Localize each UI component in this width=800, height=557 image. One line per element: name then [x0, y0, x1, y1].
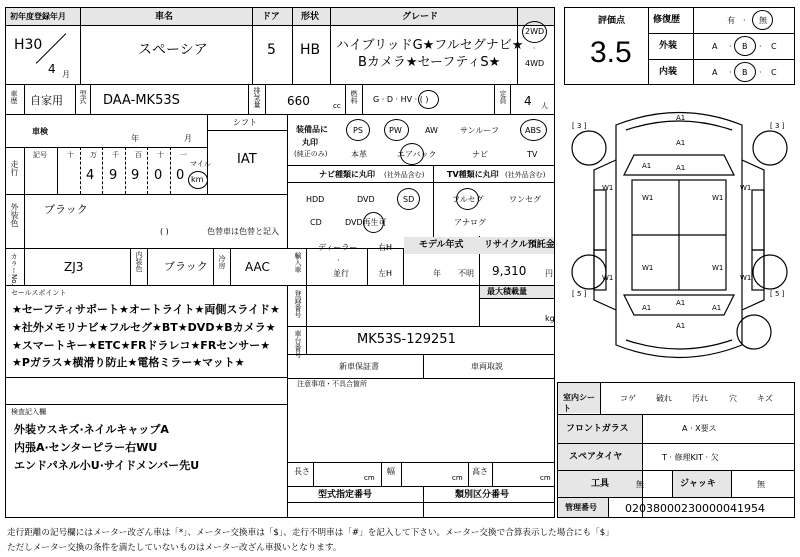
seat-item-1: 破れ: [656, 394, 672, 403]
int-grade-a: A: [712, 68, 718, 77]
tv-title: TV種類に丸印: [447, 170, 499, 179]
airbag-circle: [400, 143, 424, 165]
spare-value: T · 修理KIT · 欠: [662, 453, 719, 462]
int-grade-b: B: [742, 68, 748, 77]
diagram-label-7: W1: [740, 184, 752, 192]
ext-grade-b: B: [742, 42, 748, 51]
repair-label: 修復歴: [653, 15, 681, 25]
nav-cd: CD: [310, 218, 322, 227]
height-label: 高さ: [472, 467, 488, 476]
interior-color-label: 内装色: [135, 251, 143, 272]
windshield-label: フロントガラス: [566, 424, 629, 434]
drive-2wd: 2WD: [525, 27, 545, 36]
equipment-leather: 本革: [351, 150, 367, 159]
height-unit: cm: [540, 474, 551, 482]
ext-dot-2: ·: [759, 42, 762, 51]
import-dot: ·: [337, 256, 340, 265]
import-left-hand: 左H: [378, 269, 393, 278]
model-year-unit: 年: [433, 269, 441, 278]
digit-label-4: 十: [157, 151, 164, 159]
first-reg-label: 初年度登録年月: [10, 12, 66, 21]
grade-line1: ハイブリッドG★フルセグナビ★: [336, 38, 524, 53]
fullseg-circle: [456, 188, 479, 210]
ext-grade-c: C: [771, 42, 777, 51]
recycle-unit: 円: [545, 269, 553, 278]
sales-line-2: ★社外メモリナビ★フルセグ★BT★DVD★Bカメラ★: [12, 321, 276, 334]
mark-label: 記号: [33, 151, 47, 159]
capacity-unit: 人: [541, 102, 548, 110]
ac-value: AAC: [245, 260, 270, 274]
body-shape: HB: [300, 42, 321, 58]
sales-line-3: ★スマートキー★ETC★FRドラレコ★FRセンサー★: [12, 339, 271, 352]
ac-label: 冷房: [218, 255, 226, 269]
diagram-label-5: W1: [642, 194, 654, 202]
shift-value: IAT: [237, 152, 257, 167]
reg-number-label: 登録番号: [294, 290, 302, 318]
diagram-label-0: A1: [676, 114, 686, 122]
nav-hdd: HDD: [306, 195, 325, 204]
drive-4wd: 4WD: [525, 59, 545, 68]
diagram-label-11: W1: [740, 274, 752, 282]
tv-analog: アナログ: [454, 218, 486, 227]
fuel-label: 燃料: [350, 90, 358, 104]
length-unit: cm: [364, 474, 375, 482]
int-b-circle: [734, 62, 756, 82]
seat-item-2: 汚れ: [692, 394, 708, 403]
jack-label: ジャッキ: [680, 479, 716, 489]
color-label: 外装色: [10, 203, 19, 227]
import-right-hand: 右H: [378, 243, 393, 252]
ext-b-circle: [734, 36, 756, 56]
reg-month: 4: [48, 62, 56, 76]
mileage-digit-1: 4: [86, 168, 95, 183]
interior-color-value: ブラック: [164, 260, 208, 273]
shape-label: 形状: [301, 12, 320, 22]
nav-title-note: (社外品含む): [384, 171, 425, 179]
purpose-value: 自家用: [30, 94, 63, 107]
shift-label: シフト: [233, 118, 257, 127]
purpose-label: 車歴: [10, 90, 18, 104]
color-code-label: カラーNo.: [10, 253, 18, 286]
capacity-value: 4: [524, 94, 532, 108]
nav-dvd-playback: DVD再生可: [345, 218, 387, 227]
diagram-label-8: W1: [602, 274, 614, 282]
tv-oneseg: ワンセグ: [509, 195, 541, 204]
class-number-label: 類別区分番号: [455, 490, 510, 500]
max-load-label: 最大積載量: [487, 287, 527, 296]
drive-dot: ·: [533, 44, 536, 53]
mileage-digit-3: 9: [131, 168, 140, 183]
car-name: スペーシア: [138, 42, 208, 58]
int-dot-1: ·: [729, 68, 732, 77]
car-name-label: 車名: [155, 12, 174, 22]
new-car-warranty: 新車保証書: [339, 362, 379, 371]
ext-dot-1: ·: [729, 42, 732, 51]
vehicle-manual: 車両取説: [471, 362, 503, 371]
mileage-digit-2: 9: [109, 168, 118, 183]
eval-score: 3.5: [590, 36, 632, 69]
equipment-abs: ABS: [525, 126, 541, 135]
ps-circle: [346, 119, 370, 141]
width-unit: cm: [452, 474, 463, 482]
mile-label: マイル: [190, 160, 211, 168]
seat-label-1: 室内シート: [563, 393, 595, 413]
footer-line-2: ただしメーター交換の条件を満たしていないものはメーター改ざん車扱いとなります。: [7, 543, 342, 553]
nav-sd-circle: [397, 188, 420, 210]
type-designation-label: 型式指定番号: [318, 490, 373, 500]
km-unit: km: [191, 175, 204, 184]
repair-dot: ·: [743, 16, 746, 25]
header-row: [6, 8, 554, 25]
diagram-label-10: W1: [712, 264, 724, 272]
equipment-pw: PW: [389, 126, 402, 135]
equipment-ps: PS: [353, 126, 363, 135]
digit-label-3: 百: [135, 151, 142, 159]
equipment-aw: AW: [425, 126, 438, 135]
color-paren: ( ): [160, 227, 169, 236]
width-label: 幅: [387, 467, 395, 476]
mileage-digit-4: 0: [154, 168, 163, 183]
digit-label-2: 千: [112, 151, 119, 159]
diagram-label-9: W1: [642, 264, 654, 272]
exterior-label: 外装: [659, 41, 678, 51]
mileage-digit-5: 0: [176, 168, 185, 183]
inspection-label: 車検: [32, 127, 48, 136]
equipment-sunroof: サンルーフ: [460, 126, 499, 135]
model-label: 型式: [79, 90, 87, 104]
model-year-unknown: 不明: [458, 269, 474, 278]
diagram-label-6: W1: [712, 194, 724, 202]
color-note: 色替車は色替と記入: [207, 227, 279, 236]
digit-label-0: 十: [67, 151, 74, 159]
recycle-value: 9,310: [492, 264, 527, 278]
repair-yes: 有: [727, 16, 735, 25]
windshield-value: A · X要ス: [682, 424, 717, 433]
equipment-label-2: 丸印: [302, 138, 318, 147]
int-grade-c: C: [771, 68, 777, 77]
equipment-airbag: エアバック: [397, 150, 437, 159]
notes-label: 注意事項・不具合箇所: [297, 380, 367, 388]
door-label: ドア: [262, 12, 280, 22]
tv-fullseg: フルセグ: [452, 195, 484, 204]
displacement-label: 排気量: [253, 87, 261, 108]
footer-line-1: 走行距離の記号欄にはメーター改ざん車は「*」、メーター交換車は「$」、走行不明車は「#」を記入して下さい。メーター交換で合算表示した場合にも「$」: [7, 528, 614, 538]
digit-label-1: 万: [90, 151, 97, 159]
diagram-label-1: A1: [676, 139, 686, 147]
sales-line-4: ★Pガラス★横滑り防止★電格ミラー★マット★: [12, 356, 245, 369]
tire-label-1: [ 3 ]: [770, 122, 785, 130]
management-label: 管理番号: [565, 503, 597, 512]
equipment-label-3: (純正のみ): [294, 150, 328, 158]
equipment-label-1: 装備品に: [296, 125, 328, 134]
nav-title: ナビ種類に丸印: [319, 170, 375, 179]
reg-month-unit: 月: [62, 70, 70, 79]
max-load-unit: kg: [545, 314, 555, 323]
equipment-tv: TV: [527, 150, 538, 159]
door-count: 5: [267, 42, 276, 58]
eval-label: 評価点: [598, 16, 626, 26]
diagram-label-4: W1: [602, 184, 614, 192]
diagram-label-14: A1: [642, 304, 652, 312]
nav-dvd: DVD: [357, 195, 375, 204]
reg-year: H30: [14, 37, 43, 53]
seat-item-0: コゲ: [620, 394, 636, 403]
import-parallel: 並行: [333, 269, 349, 278]
mileage-label: 走行: [10, 160, 19, 176]
seat-item-3: 穴: [729, 394, 737, 403]
repair-no-circle: [752, 10, 773, 30]
inspector-line-3: エンドパネル小U·サイドメンバー先U: [14, 459, 200, 472]
capacity-label: 定員: [499, 90, 507, 104]
inspector-line-2: 内張A·センターピラー右WU: [14, 441, 158, 454]
inspection-year-unit: 年: [131, 134, 139, 143]
recycle-label: リサイクル預託金: [484, 240, 555, 250]
tv-title-note: (社外品含む): [505, 171, 546, 179]
chassis-value: MK53S-129251: [357, 332, 456, 347]
displacement-unit: cc: [333, 102, 341, 110]
model-year-label-2: モデル年式: [419, 240, 464, 250]
diagram-label-13: A1: [676, 322, 686, 330]
car-damage-diagram: [564, 100, 795, 372]
tire-label-0: [ 3 ]: [572, 122, 587, 130]
dvd-play-circle: [363, 212, 384, 233]
grade-line2: Bカメラ★セーフティS★: [358, 55, 501, 70]
management-value: 02038000230000041954: [625, 502, 765, 515]
ext-grade-a: A: [712, 42, 718, 51]
spare-label: スペアタイヤ: [569, 452, 623, 462]
fuel-hv-circle: [418, 90, 439, 109]
inspector-line-1: 外装ウスキズ·ネイルキャップA: [14, 423, 169, 436]
digit-label-5: 一: [180, 151, 187, 159]
sales-line-1: ★セーフティサポート★オートライト★両側スライド★: [12, 303, 280, 316]
seat-item-4: キズ: [757, 394, 773, 403]
diagram-label-15: A1: [712, 304, 722, 312]
tools-value: 無: [636, 480, 644, 489]
displacement-value: 660: [287, 94, 310, 108]
tire-label-2: [ 5 ]: [572, 290, 587, 298]
import-dealer: ディーラー: [318, 243, 358, 252]
model-value: DAA-MK53S: [103, 93, 180, 108]
fuel-options: G · D · HV · ( ): [373, 95, 429, 104]
length-label: 長さ: [294, 467, 310, 476]
color-value: ブラック: [44, 203, 88, 216]
tools-label: 工具: [591, 479, 610, 489]
import-label: 輸入車: [294, 252, 302, 273]
nav-sd: SD: [403, 195, 415, 204]
interior-label: 内装: [659, 67, 678, 77]
repair-no: 無: [759, 16, 767, 25]
int-dot-2: ·: [759, 68, 762, 77]
pw-circle: [384, 119, 409, 141]
grade-label: グレード: [402, 12, 439, 22]
tire-label-3: [ 5 ]: [770, 290, 785, 298]
diagram-label-3: A1: [642, 162, 652, 170]
diagram-label-2: A1: [676, 164, 686, 172]
sales-label: セールスポイント: [11, 289, 67, 297]
inspection-month-unit: 月: [184, 134, 192, 143]
inspector-label: 検査記入欄: [11, 408, 46, 416]
jack-value: 無: [757, 480, 765, 489]
chassis-label: 車台番号: [294, 330, 302, 358]
equipment-navi: ナビ: [472, 150, 488, 159]
color-code-value: ZJ3: [64, 260, 84, 274]
abs-circle: [520, 119, 547, 141]
diagram-label-12: A1: [676, 299, 686, 307]
